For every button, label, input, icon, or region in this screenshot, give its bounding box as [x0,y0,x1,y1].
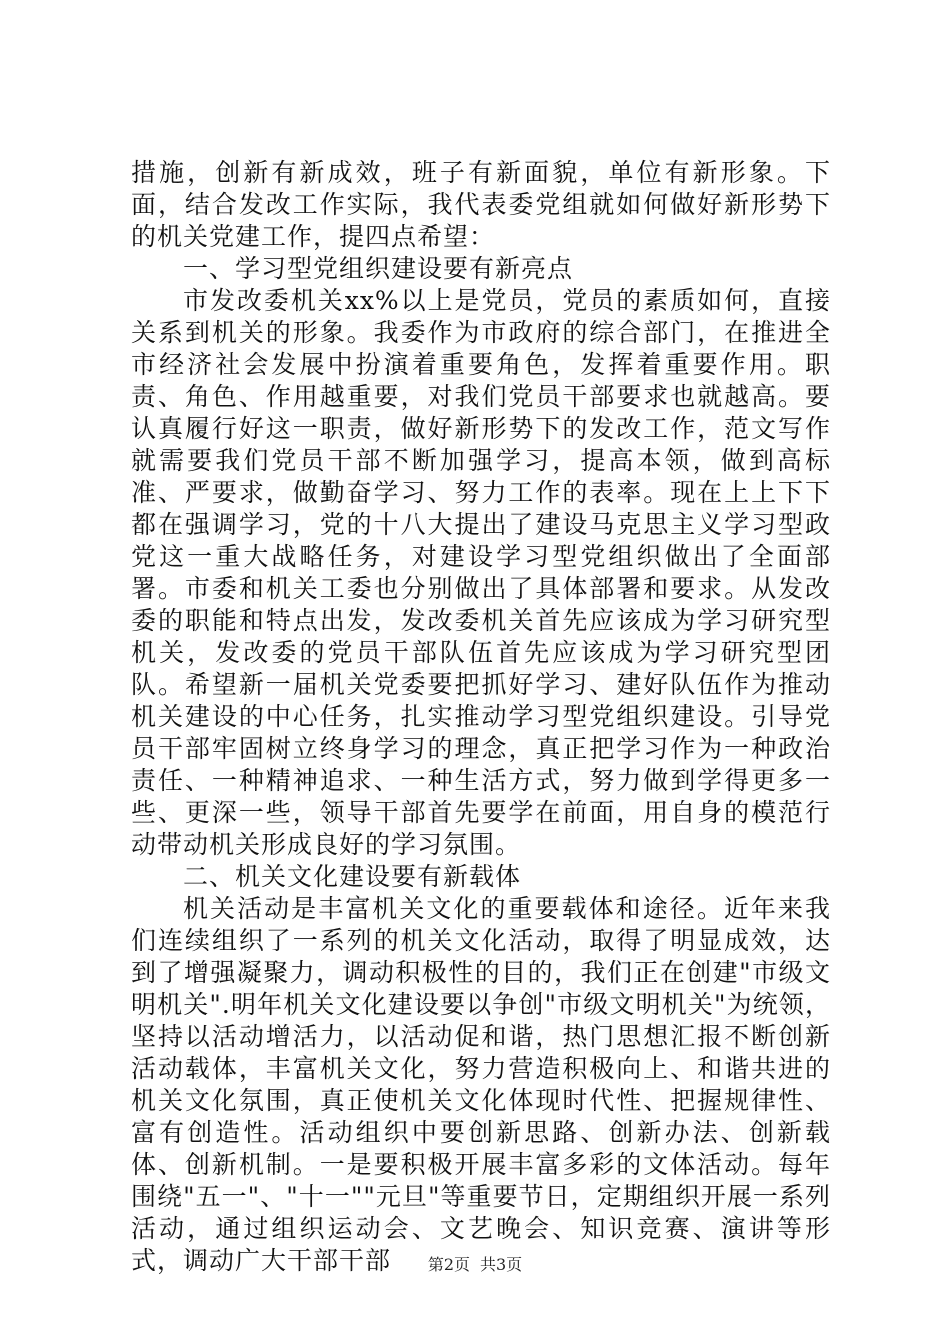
page-total: 共3页 [480,1255,523,1274]
section-heading-2: 二、机关文化建设要有新载体 [183,862,522,891]
paragraph-intro: 措施，创新有新成效，班子有新面貌，单位有新形象。下面，结合发改工作实际，我代表委党组就如何做好新形势下的机关党建工作，提四点希望： [131,158,831,251]
page-footer [0,1252,950,1275]
paragraph-section-1: 市发改委机关xx%以上是党员，党员的素质如何，直接关系到机关的形象。我委作为市政府的综合部门，在推进全市经济社会发展中扮演着重要角色，发挥着重要作用。职责、角色、作用越重要，对我们党员干部要求也就越高。要认真履行好这一职责，做好新形势下的发改工作，范文写作就需要我们党员干部不断加强学习，提高本领，做到高标准、严要求，做勤奋学习、努力工作的表率。现在上上下下都在强调学习，党的十八大提出了建设马克思主义学习型政党这一重大战略任务，对建设学习型党组织做出了全面部署。市委和机关工委也分别做出了具体部署和要求。从发改委的职能和特点出发，发改委机关首先应该成为学习研究型机关，发改委的党员干部队伍首先应该成为学习研究型团队。希望新一届机关党委要把抓好学习、建好队伍作为推动机关建设的中心任务，扎实推动学习型党组织建设。引导党员干部牢固树立终身学习的理念，真正把学习作为一种政治责任、一种精神追求、一种生活方式，努力做到学得更多一些、更深一些，领导干部首先要学在前面，用自身的模范行动带动机关形成良好的学习氛围。 [131,286,831,859]
document-body [131,157,831,1277]
page-number: 第2页 [427,1255,470,1274]
paragraph-section-2: 机关活动是丰富机关文化的重要载体和途径。近年来我们连续组织了一系列的机关文化活动，取得了明显成效，达到了增强凝聚力，调动积极性的目的，我们正在创建"市级文明机关".明年机关文化建设要以争创"市级文明机关"为统领，坚持以活动增活力，以活动促和谐，热门思想汇报不断创新活动载体，丰富机关文化，努力营造积极向上、和谐共进的机关文化氛围，真正使机关文化体现时代性、把握规律性、富有创造性。活动组织中要创新思路、创新办法、创新载体、创新机制。一是要积极开展丰富多彩的文体活动。每年围绕"五一"、"十一""元旦"等重要节日，定期组织开展一系列活动，通过组织运动会、文艺晚会、知识竞赛、演讲等形式，调动广大干部干部 [131,894,831,1275]
section-heading-1: 一、学习型党组织建设要有新亮点 [183,254,574,283]
